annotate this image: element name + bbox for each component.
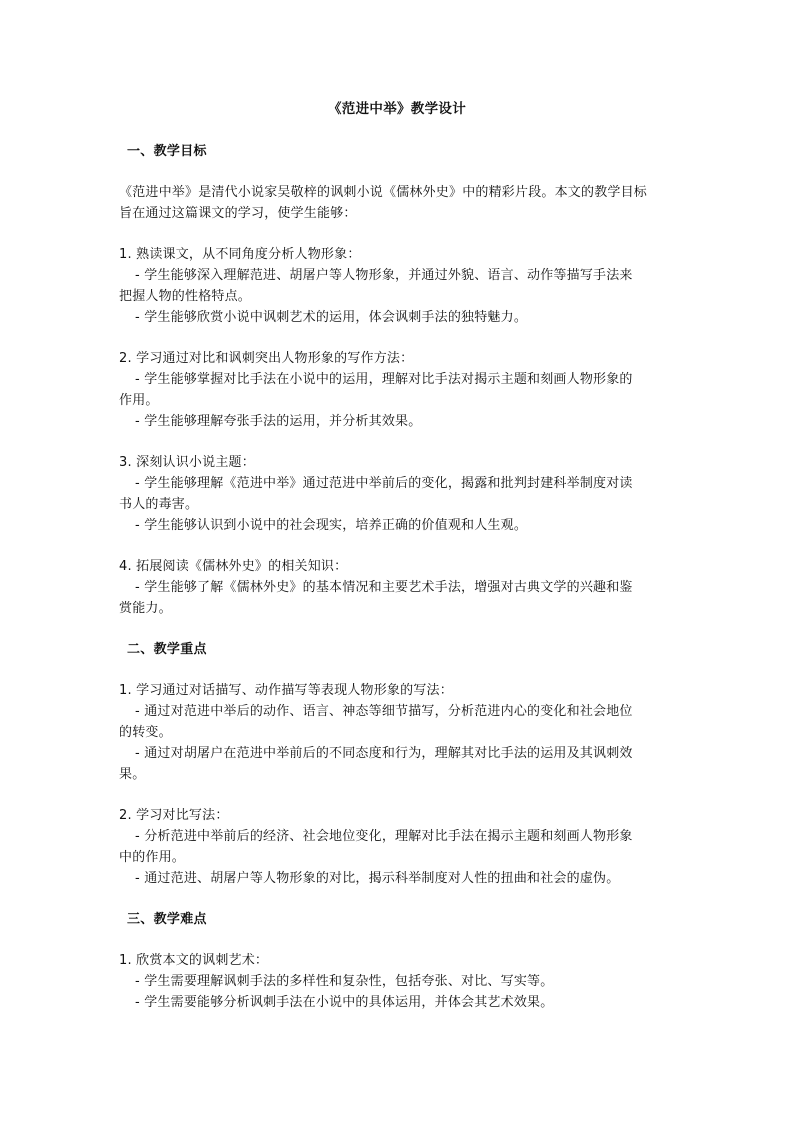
objective-bullet-continuation: 赏能力。 (119, 601, 172, 616)
key-point-bullet-continuation: 中的作用。 (119, 850, 186, 865)
difficulty-bullet: - 学生需要理解讽刺手法的多样性和复杂性，包括夸张、对比、写实等。 (135, 974, 554, 989)
objective-bullet: - 学生能够掌握对比手法在小说中的运用，理解对比手法对揭示主题和刻画人物形象的 (135, 372, 633, 387)
section-heading-key-points: 二、教学重点 (127, 642, 207, 657)
objective-bullet: - 学生能够深入理解范进、胡屠户等人物形象，并通过外貌、语言、动作等描写手法来 (135, 268, 633, 283)
key-point-bullet: - 通过对范进中举后的动作、语言、神态等细节描写，分析范进内心的变化和社会地位 (135, 704, 633, 719)
objective-item-title: 1. 熟读课文，从不同角度分析人物形象： (119, 247, 361, 262)
key-point-bullet-continuation: 的转变。 (119, 725, 172, 740)
objective-bullet: - 学生能够了解《儒林外史》的基本情况和主要艺术手法，增强对古典文学的兴趣和鉴 (135, 580, 633, 595)
objective-item-title: 4. 拓展阅读《儒林外史》的相关知识： (119, 559, 348, 574)
objective-bullet: - 学生能够认识到小说中的社会现实，培养正确的价值观和人生观。 (135, 518, 528, 533)
key-point-bullet: - 分析范进中举前后的经济、社会地位变化，理解对比手法在揭示主题和刻画人物形象 (135, 829, 633, 844)
objective-bullet-continuation: 把握人物的性格特点。 (119, 289, 252, 304)
intro-line: 《范进中举》是清代小说家吴敬梓的讽刺小说《儒林外史》中的精彩片段。本文的教学目标 (119, 185, 648, 200)
difficulty-bullet: - 学生需要能够分析讽刺手法在小说中的具体运用，并体会其艺术效果。 (135, 995, 554, 1010)
objective-item-title: 3. 深刻认识小说主题： (119, 455, 255, 470)
objective-bullet: - 学生能够理解《范进中举》通过范进中举前后的变化，揭露和批判封建科举制度对读 (135, 476, 633, 491)
objective-bullet-continuation: 作用。 (119, 393, 159, 408)
key-point-item-title: 1. 学习通过对话描写、动作描写等表现人物形象的写法： (119, 683, 453, 698)
objective-bullet-continuation: 书人的毒害。 (119, 497, 199, 512)
key-point-bullet-continuation: 果。 (119, 767, 146, 782)
intro-line: 旨在通过这篇课文的学习，使学生能够： (119, 206, 357, 221)
objective-bullet: - 学生能够欣赏小说中讽刺艺术的运用，体会讽刺手法的独特魅力。 (135, 310, 528, 325)
difficulty-item-title: 1. 欣赏本文的讽刺艺术： (119, 953, 269, 968)
section-heading-difficulties: 三、教学难点 (127, 912, 207, 927)
objective-item-title: 2. 学习通过对比和讽刺突出人物形象的写作方法： (119, 351, 414, 366)
section-heading-objectives: 一、教学目标 (127, 144, 207, 159)
key-point-bullet: - 通过范进、胡屠户等人物形象的对比，揭示科举制度对人性的扭曲和社会的虚伪。 (135, 871, 620, 886)
key-point-bullet: - 通过对胡屠户在范进中举前后的不同态度和行为，理解其对比手法的运用及其讽刺效 (135, 746, 633, 761)
objective-bullet: - 学生能够理解夸张手法的运用，并分析其效果。 (135, 414, 422, 429)
document-title: 《范进中举》教学设计 (328, 101, 466, 117)
key-point-item-title: 2. 学习对比写法： (119, 808, 229, 823)
